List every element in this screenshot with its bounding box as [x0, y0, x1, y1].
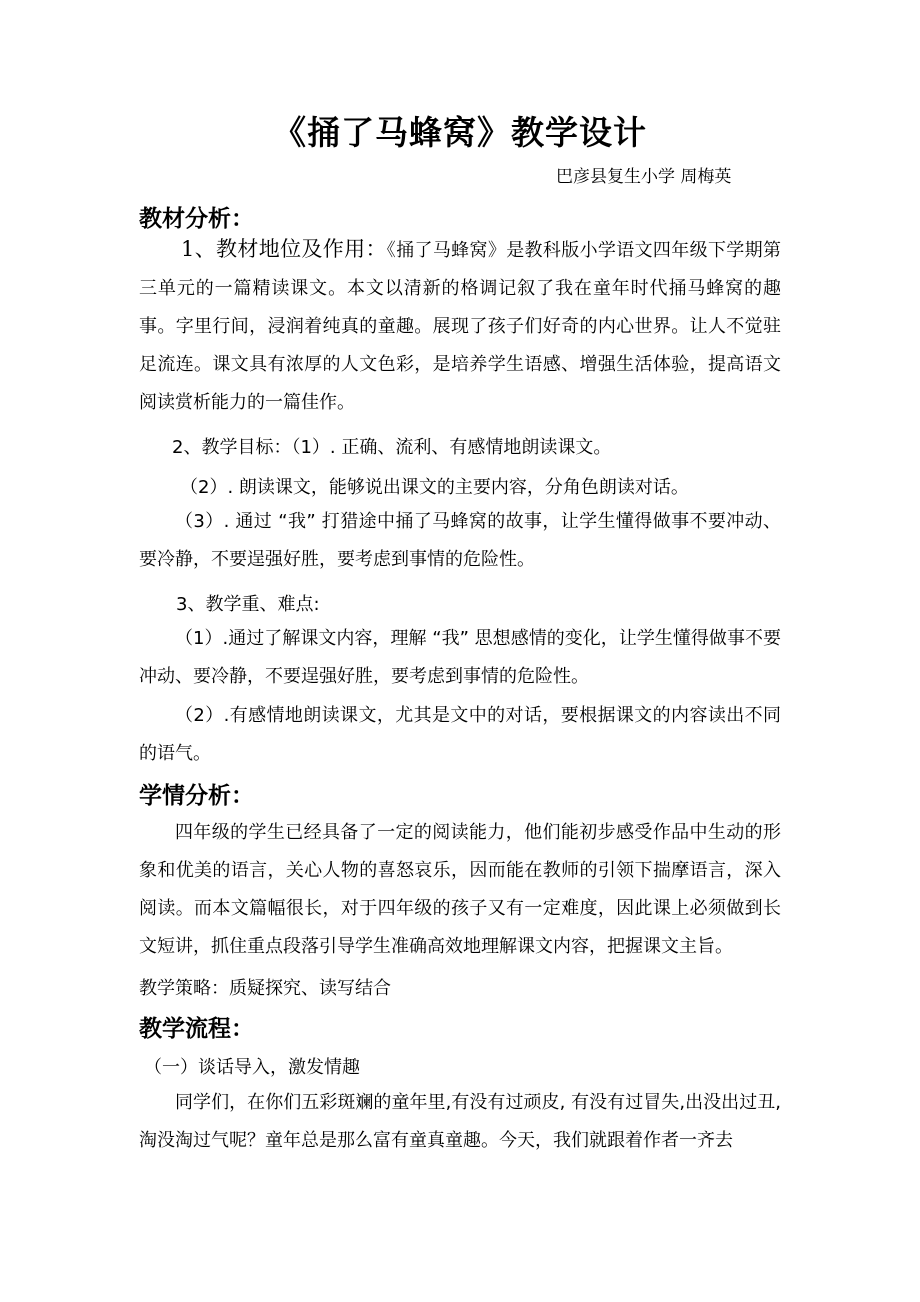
key-point-1: （1）.通过了解课文内容，理解 “我” 思想感情的变化，让学生懂得做事不要冲动、要冷静，不要逞强好胜，要考虑到事情的危险性。 — [139, 628, 781, 687]
heading-teaching-process: 教学流程： — [139, 1016, 254, 1042]
paragraph-student-analysis: 四年级的学生已经具备了一定的阅读能力，他们能初步感受作品中生动的形象和优美的语言，关心人物的喜怒哀乐，因而能在教师的引领下揣摩语言，深入阅读。而本文篇幅很长，对于四年级的孩子又有一定难度，因此课上必须做到长文短讲，抓住重点段落引导学生准确高效地理解课文内容，把握课文主旨。 — [139, 822, 781, 957]
paragraph-step-1: 同学们，在你们五彩斑斓的童年里,有没有过顽皮, 有没有过冒失,出没出过丑,淘没淘过气呢？童年总是那么富有童真童趣。今天，我们就跟着作者一齐去 — [139, 1092, 781, 1151]
goal-3: （3）. 通过 “我” 打猎途中捅了马蜂窝的故事，让学生懂得做事不要冲动、要冷静，不要逞强好胜，要考虑到事情的危险性。 — [139, 511, 781, 570]
item1-lead: 1、教材地位及作用： — [181, 237, 387, 261]
teaching-goals-line: 2、教学目标：（1）. 正确、流利、有感情地朗读课文。 — [172, 437, 612, 458]
key-point-2: （2）.有感情地朗读课文，尤其是文中的对话，要根据课文的内容读出不同的语气。 — [139, 705, 781, 764]
item1-body: 《捅了马蜂窝》是教科版小学语文四年级下学期第三单元的一篇精读课文。本文以清新的格调记叙了我在童年时代捅马蜂窝的趣事。字里行间，浸润着纯真的童趣。展现了孩子们好奇的内心世界。让人不觉驻足流连。课文具有浓厚的人文色彩，是培养学生语感、增强生活体验，提高语文阅读赏析能力的一篇佳作。 — [139, 240, 781, 413]
step-1-title: （一）谈话导入，激发情趣 — [144, 1057, 360, 1078]
teaching-strategy-line: 教学策略：质疑探究、读写结合 — [139, 978, 391, 999]
paragraph-textbook-position — [139, 230, 781, 422]
document-title: 《捅了马蜂窝》教学设计 — [273, 113, 647, 152]
author-line: 巴彦县复生小学 周梅英 — [556, 167, 732, 187]
goal-2: （2）. 朗读课文，能够说出课文的主要内容，分角色朗读对话。 — [180, 477, 689, 498]
heading-textbook-analysis: 教材分析： — [139, 206, 254, 232]
heading-student-analysis: 学情分析： — [139, 783, 254, 809]
key-points-line: 3、教学重、难点: — [176, 594, 320, 615]
